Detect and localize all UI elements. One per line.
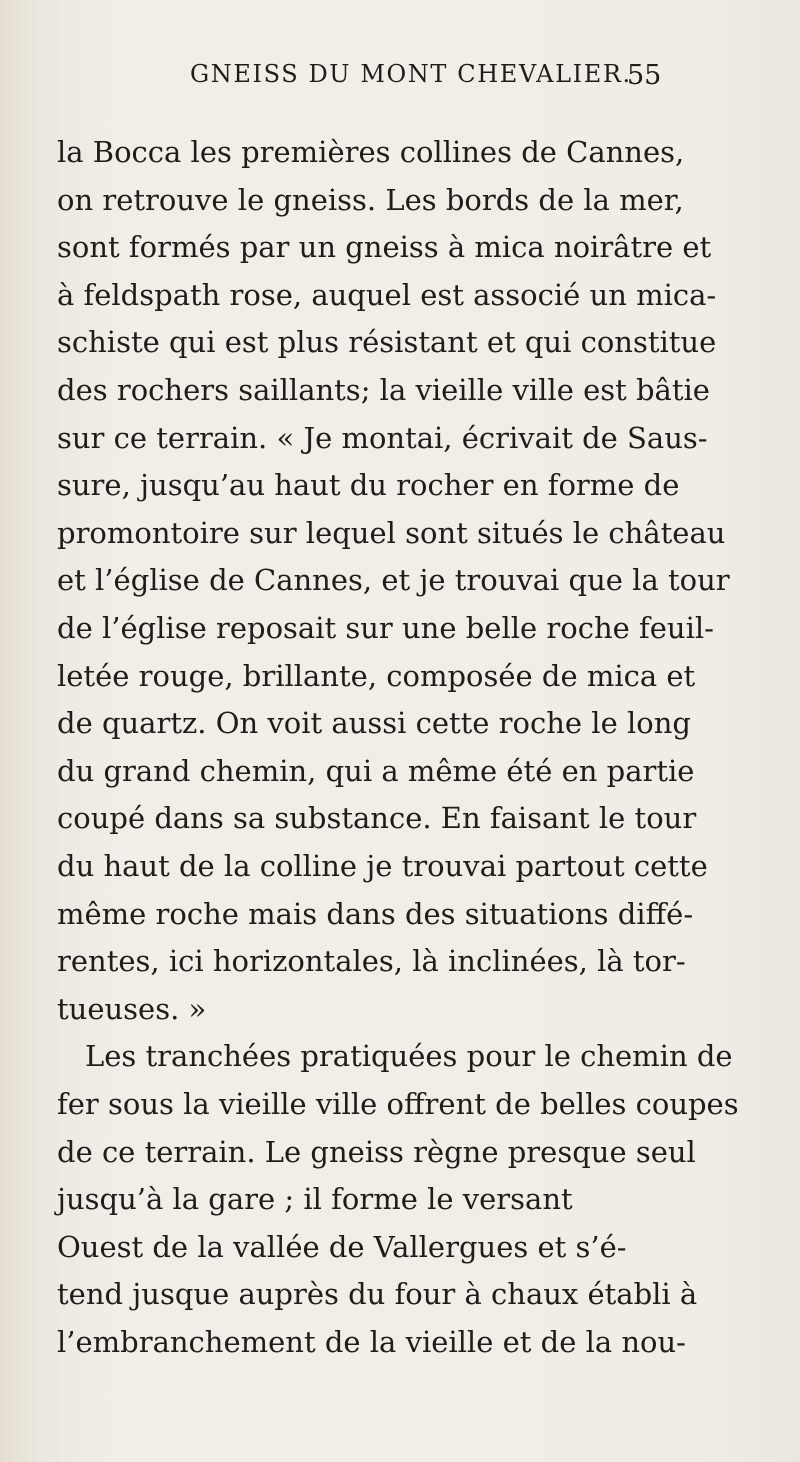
running-title: GNEISS DU MONT CHEVALIER. <box>190 60 632 88</box>
text-line: du haut de la colline je trouvai partout cette <box>57 849 708 883</box>
text-line: la Bocca les premières collines de Cannes, <box>57 135 685 169</box>
text-line: fer sous la vieille ville offrent de belles coupes <box>57 1087 739 1121</box>
text-line: de quartz. On voit aussi cette roche le long <box>57 706 691 741</box>
text-line: des rochers saillants; la vieille ville est bâtie <box>57 373 710 407</box>
page-number: 55 <box>627 60 662 91</box>
text-line: promontoire sur lequel sont situés le château <box>57 515 726 550</box>
text-line: sur ce terrain. « Je montai, écrivait de Saus- <box>57 420 708 455</box>
text-line: Ouest de la vallée de Vallergues et s’é- <box>57 1229 627 1264</box>
text-line: coupé dans sa substance. En faisant le tour <box>57 801 697 836</box>
text-line: tueuses. » <box>57 991 207 1026</box>
text-line: schiste qui est plus résistant et qui constitue <box>57 325 717 360</box>
text-line: jusqu’à la gare ; il forme le versant <box>57 1182 573 1217</box>
text-line: rentes, ici horizontales, là inclinées, là tor- <box>57 944 686 979</box>
text-line: tend jusque auprès du four à chaux établi à <box>57 1277 698 1312</box>
text-line: de ce terrain. Le gneiss règne presque seul <box>57 1134 696 1169</box>
text-line: sure, jusqu’au haut du rocher en forme de <box>57 468 680 503</box>
text-line: à feldspath rose, auquel est associé un mica- <box>57 277 717 312</box>
text-line: l’embranchement de la vieille et de la nou- <box>57 1325 686 1359</box>
text-line: même roche mais dans des situations diffé- <box>57 896 694 931</box>
text-line: de l’église reposait sur une belle roche feuil- <box>57 611 714 645</box>
text-line: on retrouve le gneiss. Les bords de la mer, <box>57 182 684 217</box>
text-line: letée rouge, brillante, composée de mica et <box>57 658 696 693</box>
text-line: et l’église de Cannes, et je trouvai que la tour <box>57 563 730 598</box>
paragraph-start-line: Les tranchées pratiquées pour le chemin de <box>85 1039 733 1074</box>
text-line: sont formés par un gneiss à mica noirâtre et <box>57 230 712 265</box>
page-header <box>0 60 800 100</box>
text-line: du grand chemin, qui a même été en partie <box>57 753 695 788</box>
